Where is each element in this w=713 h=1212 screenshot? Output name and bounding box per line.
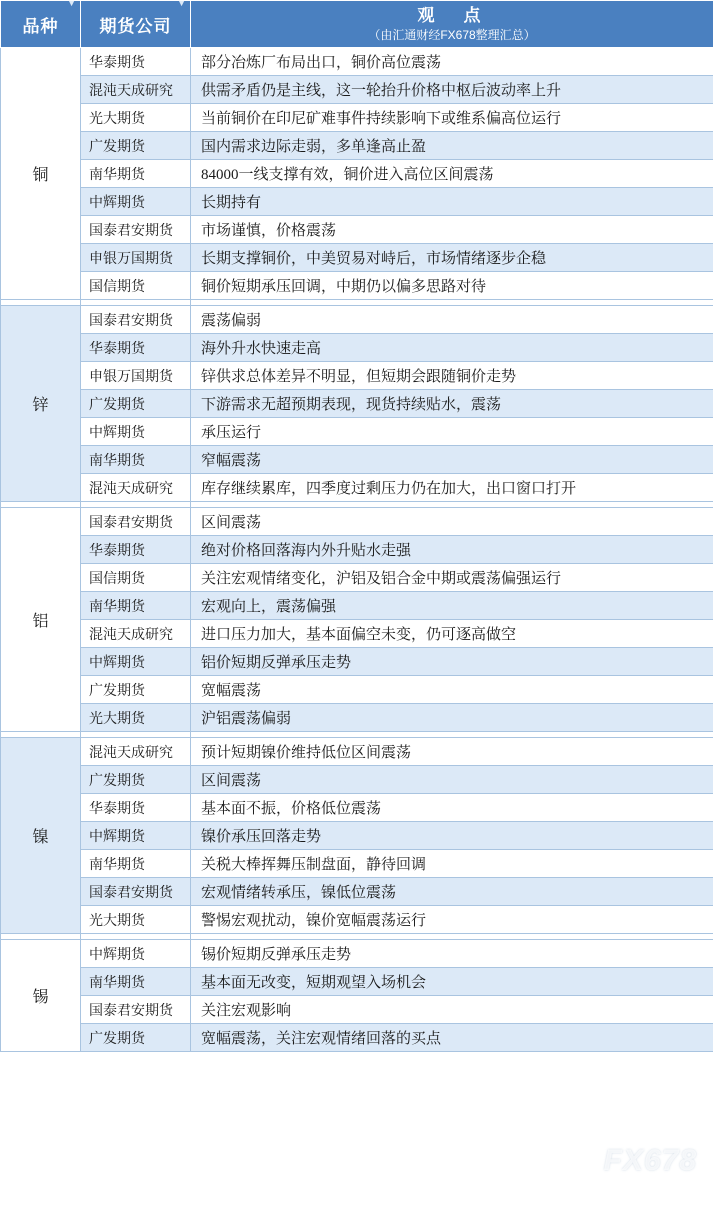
view-cell: 84000一线支撑有效，铜价进入高位区间震荡 <box>191 160 713 188</box>
company-cell: 光大期货 <box>81 906 191 934</box>
table-row <box>1 1024 713 1052</box>
column-header-company-label: 期货公司 <box>99 16 172 36</box>
table-row <box>1 850 713 878</box>
view-cell: 锌供求总体差异不明显，但短期会跟随铜价走势 <box>191 362 713 390</box>
company-cell: 华泰期货 <box>81 794 191 822</box>
table-row <box>1 418 713 446</box>
company-cell: 中辉期货 <box>81 822 191 850</box>
view-cell: 供需矛盾仍是主线，这一轮抬升价格中枢后波动率上升 <box>191 76 713 104</box>
company-cell: 光大期货 <box>81 704 191 732</box>
company-cell: 混沌天成研究 <box>81 620 191 648</box>
table-row <box>1 160 713 188</box>
company-cell: 混沌天成研究 <box>81 76 191 104</box>
table-row <box>1 188 713 216</box>
table-row <box>1 704 713 732</box>
company-cell: 中辉期货 <box>81 418 191 446</box>
variety-cell: 锌 <box>1 306 81 502</box>
view-cell: 震荡偏弱 <box>191 306 713 334</box>
company-cell: 广发期货 <box>81 766 191 794</box>
table-row <box>1 564 713 592</box>
company-cell: 国泰君安期货 <box>81 996 191 1024</box>
company-cell: 国信期货 <box>81 272 191 300</box>
variety-cell: 镍 <box>1 738 81 934</box>
column-header-view <box>191 1 713 48</box>
company-cell: 中辉期货 <box>81 188 191 216</box>
company-cell: 华泰期货 <box>81 48 191 76</box>
company-cell: 国泰君安期货 <box>81 216 191 244</box>
table-row <box>1 48 713 76</box>
view-cell: 库存继续累库，四季度过剩压力仍在加大，出口窗口打开 <box>191 474 713 502</box>
column-header-view-label: 观 点 <box>417 6 487 26</box>
company-cell: 国信期货 <box>81 564 191 592</box>
table-row <box>1 906 713 934</box>
watermark: FX678 <box>603 1144 697 1177</box>
company-cell: 广发期货 <box>81 676 191 704</box>
table-row <box>1 244 713 272</box>
view-cell: 关注宏观情绪变化，沪铝及铝合金中期或震荡偏强运行 <box>191 564 713 592</box>
view-cell: 基本面无改变，短期观望入场机会 <box>191 968 713 996</box>
company-cell: 光大期货 <box>81 104 191 132</box>
table-row <box>1 132 713 160</box>
view-cell: 区间震荡 <box>191 508 713 536</box>
variety-cell: 铜 <box>1 48 81 300</box>
table-row <box>1 216 713 244</box>
table-row <box>1 474 713 502</box>
variety-cell: 锡 <box>1 940 81 1052</box>
view-cell: 窄幅震荡 <box>191 446 713 474</box>
company-cell: 混沌天成研究 <box>81 474 191 502</box>
column-header-view-subtitle: （由汇通财经FX678整理汇总） <box>368 27 536 42</box>
table-row <box>1 536 713 564</box>
company-cell: 华泰期货 <box>81 536 191 564</box>
view-cell: 市场谨慎，价格震荡 <box>191 216 713 244</box>
table-row <box>1 648 713 676</box>
table-row <box>1 446 713 474</box>
view-cell: 锡价短期反弹承压走势 <box>191 940 713 968</box>
variety-cell: 铝 <box>1 508 81 732</box>
company-cell: 南华期货 <box>81 968 191 996</box>
company-cell: 南华期货 <box>81 446 191 474</box>
column-header-variety[interactable] <box>1 1 81 48</box>
company-cell: 广发期货 <box>81 1024 191 1052</box>
company-cell: 混沌天成研究 <box>81 738 191 766</box>
table-row <box>1 334 713 362</box>
table-row <box>1 940 713 968</box>
view-cell: 下游需求无超预期表现，现货持续贴水，震荡 <box>191 390 713 418</box>
company-cell: 中辉期货 <box>81 648 191 676</box>
view-cell: 基本面不振，价格低位震荡 <box>191 794 713 822</box>
view-cell: 进口压力加大，基本面偏空未变，仍可逐高做空 <box>191 620 713 648</box>
company-cell: 国泰君安期货 <box>81 508 191 536</box>
table-body <box>1 48 713 1052</box>
view-cell: 铜价短期承压回调，中期仍以偏多思路对待 <box>191 272 713 300</box>
company-cell: 南华期货 <box>81 160 191 188</box>
filter-icon[interactable]: ▼ <box>67 0 77 8</box>
table-row <box>1 996 713 1024</box>
table-header <box>1 1 713 48</box>
table-row <box>1 794 713 822</box>
filter-icon[interactable]: ▼ <box>177 0 187 8</box>
table-row <box>1 306 713 334</box>
table-row <box>1 878 713 906</box>
table-row <box>1 968 713 996</box>
table-row <box>1 620 713 648</box>
view-cell: 关注宏观影响 <box>191 996 713 1024</box>
view-cell: 区间震荡 <box>191 766 713 794</box>
table-row <box>1 822 713 850</box>
view-cell: 国内需求边际走弱，多单逢高止盈 <box>191 132 713 160</box>
view-cell: 镍价承压回落走势 <box>191 822 713 850</box>
column-header-company[interactable] <box>81 1 191 48</box>
table-row <box>1 766 713 794</box>
table-row <box>1 592 713 620</box>
view-cell: 宽幅震荡，关注宏观情绪回落的买点 <box>191 1024 713 1052</box>
company-cell: 申银万国期货 <box>81 362 191 390</box>
table-row <box>1 676 713 704</box>
view-cell: 部分冶炼厂布局出口，铜价高位震荡 <box>191 48 713 76</box>
view-cell: 宏观情绪转承压，镍低位震荡 <box>191 878 713 906</box>
company-cell: 南华期货 <box>81 592 191 620</box>
table-row <box>1 738 713 766</box>
table-row <box>1 508 713 536</box>
column-header-variety-label: 品种 <box>22 16 59 36</box>
table-row <box>1 76 713 104</box>
company-cell: 广发期货 <box>81 132 191 160</box>
view-cell: 沪铝震荡偏弱 <box>191 704 713 732</box>
company-cell: 申银万国期货 <box>81 244 191 272</box>
view-cell: 承压运行 <box>191 418 713 446</box>
company-cell: 南华期货 <box>81 850 191 878</box>
company-cell: 国泰君安期货 <box>81 878 191 906</box>
company-cell: 广发期货 <box>81 390 191 418</box>
view-cell: 铝价短期反弹承压走势 <box>191 648 713 676</box>
view-cell: 警惕宏观扰动，镍价宽幅震荡运行 <box>191 906 713 934</box>
view-cell: 当前铜价在印尼矿难事件持续影响下或维系偏高位运行 <box>191 104 713 132</box>
view-cell: 宽幅震荡 <box>191 676 713 704</box>
table-row <box>1 362 713 390</box>
company-cell: 国泰君安期货 <box>81 306 191 334</box>
view-cell: 预计短期镍价维持低位区间震荡 <box>191 738 713 766</box>
table-row <box>1 104 713 132</box>
table-row <box>1 272 713 300</box>
view-cell: 长期持有 <box>191 188 713 216</box>
view-cell: 关税大棒挥舞压制盘面，静待回调 <box>191 850 713 878</box>
company-cell: 中辉期货 <box>81 940 191 968</box>
view-cell: 长期支撑铜价，中美贸易对峙后，市场情绪逐步企稳 <box>191 244 713 272</box>
company-cell: 华泰期货 <box>81 334 191 362</box>
view-cell: 海外升水快速走高 <box>191 334 713 362</box>
table-row <box>1 390 713 418</box>
view-cell: 宏观向上，震荡偏强 <box>191 592 713 620</box>
view-cell: 绝对价格回落海内外升贴水走强 <box>191 536 713 564</box>
